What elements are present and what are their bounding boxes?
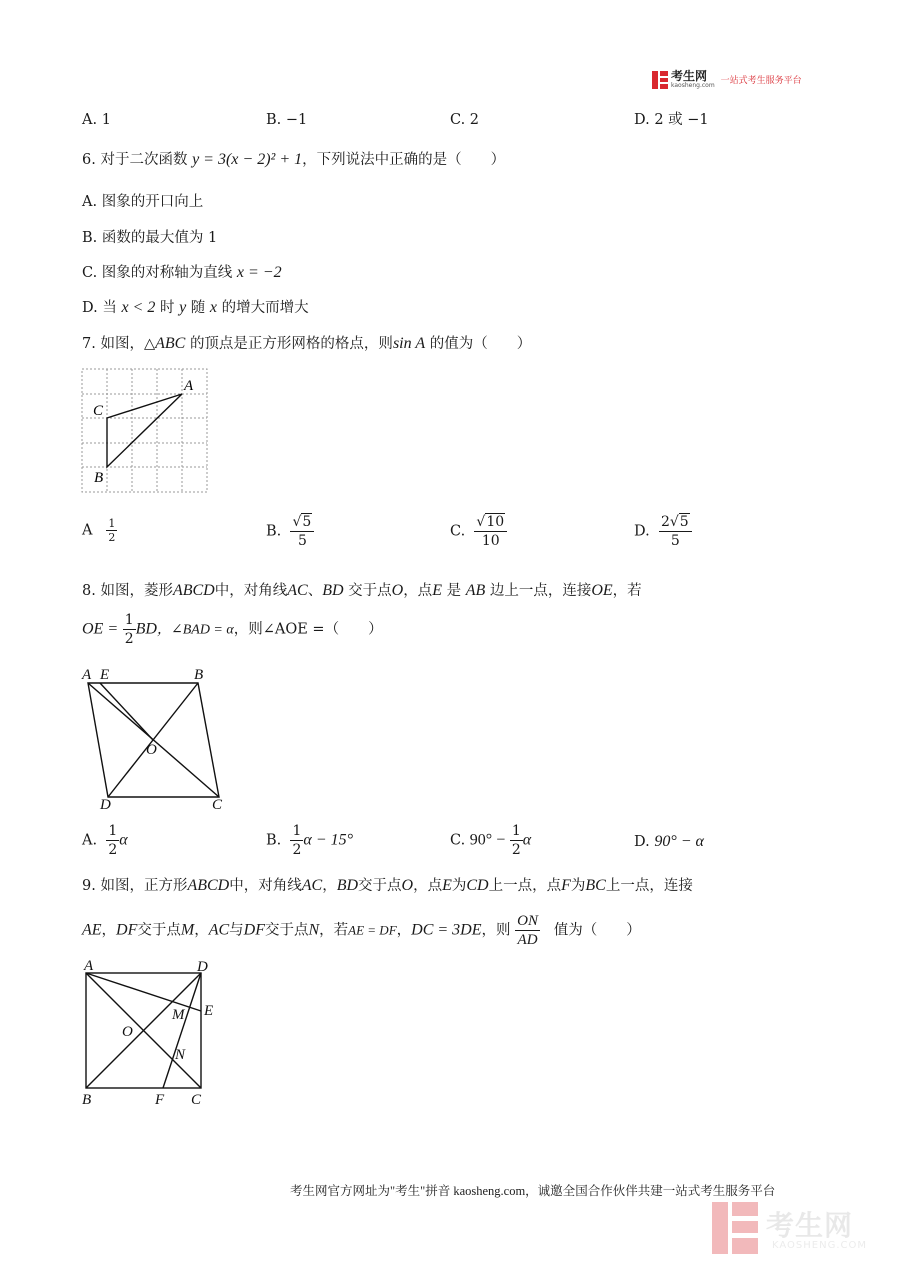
- q7-option-a: A $\frac{1}{2}$: [82, 517, 116, 544]
- q8-label-d: D: [100, 797, 111, 812]
- q7-option-c: C. $\frac{√10}{10}$: [450, 513, 507, 550]
- q6-option-d: D. 当 x < 2 时 y 随 x 的增大而增大: [82, 299, 309, 316]
- q7-label-b: B: [94, 470, 104, 486]
- q8-option-c: C. 90° − $\frac{1}{2}$ α: [450, 823, 532, 858]
- brand-slogan: 一站式考生服务平台: [720, 76, 802, 86]
- q6-stem: 6. 对于二次函数 y = 3(x − 2)² + 1，下列说法中正确的是（ ）: [82, 151, 506, 168]
- q9-label-d: D: [197, 959, 208, 975]
- q8-option-d: D. 90° − α: [634, 833, 704, 850]
- q9-stem-line1: 9. 如图，正方形ABCD中，对角线AC，BD交于点O，点E为CD上一点，点F为BC上一点，连接: [82, 877, 693, 894]
- watermark-sub: KAOSHENG.COM: [772, 1240, 867, 1251]
- footer-text: 考生网官方网址为"考生"拼音 kaosheng.com，诚邀全国合作伙伴共建一站式考生服务平台: [290, 1184, 776, 1198]
- q7-grid-figure: [78, 366, 210, 496]
- q9-stem-line2: AE，DF交于点M，AC与DF交于点N，若AE = DF，DC = 3DE，则 $\frac{ON}{AD}$ 值为（ ）: [82, 913, 641, 948]
- q9-label-e: E: [204, 1003, 214, 1019]
- q9-label-a: A: [84, 958, 94, 974]
- q8-stem-line2: OE = $\frac{1}{2}$ BD，∠BAD = α，则∠AOE =（ ）: [82, 612, 383, 647]
- q8-option-a: A. $\frac{1}{2}$ α: [82, 823, 128, 858]
- q9-label-f: F: [155, 1092, 165, 1108]
- q6-equation: y = 3(x − 2)² + 1: [192, 151, 303, 168]
- q8-label-e: E: [100, 667, 110, 683]
- q5-option-c: C. 2: [450, 112, 480, 128]
- q9-label-m: M: [172, 1007, 185, 1023]
- q5-option-b: B. −1: [266, 112, 308, 128]
- logo-icon: [652, 71, 668, 89]
- q7-triangle: [107, 394, 182, 467]
- watermark: [712, 1198, 887, 1260]
- q9-label-b: B: [82, 1092, 92, 1108]
- q8-stem-line1: 8. 如图，菱形ABCD中，对角线AC、BD 交于点O，点E 是 AB 边上一点，连接OE，若: [82, 582, 642, 599]
- q8-option-b: B. $\frac{1}{2}$ α − 15°: [266, 823, 353, 858]
- watermark-text: 考生网: [766, 1209, 854, 1242]
- q6-option-c: C. 图象的对称轴为直线 x = −2: [82, 264, 282, 281]
- q9-label-n: N: [175, 1047, 186, 1063]
- q8-segment-oe: [100, 683, 153, 740]
- q9-label-o: O: [122, 1024, 133, 1040]
- q5-option-d: D. 2 或 −1: [634, 112, 709, 128]
- q7-stem: 7. 如图，△ABC 的顶点是正方形网格的格点，则sin A 的值为（ ）: [82, 335, 532, 352]
- q8-rhombus-figure: [78, 664, 238, 812]
- q7-label-c: C: [93, 403, 104, 419]
- header-logo: [652, 70, 802, 89]
- q8-label-a: A: [82, 667, 92, 683]
- brand-name: 考生网 kaosheng.com: [671, 69, 715, 89]
- q9-segment-df: [163, 973, 201, 1088]
- watermark-logo-icon: [712, 1202, 758, 1254]
- q9-segment-ae: [86, 973, 201, 1011]
- q5-option-a: A. 1: [82, 112, 111, 128]
- q8-label-o: O: [146, 742, 157, 758]
- q7-label-a: A: [184, 378, 194, 394]
- q9-square-figure: [78, 956, 228, 1108]
- q8-label-c: C: [212, 797, 223, 812]
- q7-option-b: B. $\frac{√5}{5}$: [266, 513, 314, 550]
- q6-option-a: A. 图象的开口向上: [82, 194, 204, 210]
- q9-label-c: C: [191, 1092, 202, 1108]
- q6-option-b: B. 函数的最大值为 1: [82, 230, 218, 246]
- q7-option-d: D. $\frac{2√5}{5}$: [634, 513, 692, 550]
- q8-label-b: B: [194, 667, 204, 683]
